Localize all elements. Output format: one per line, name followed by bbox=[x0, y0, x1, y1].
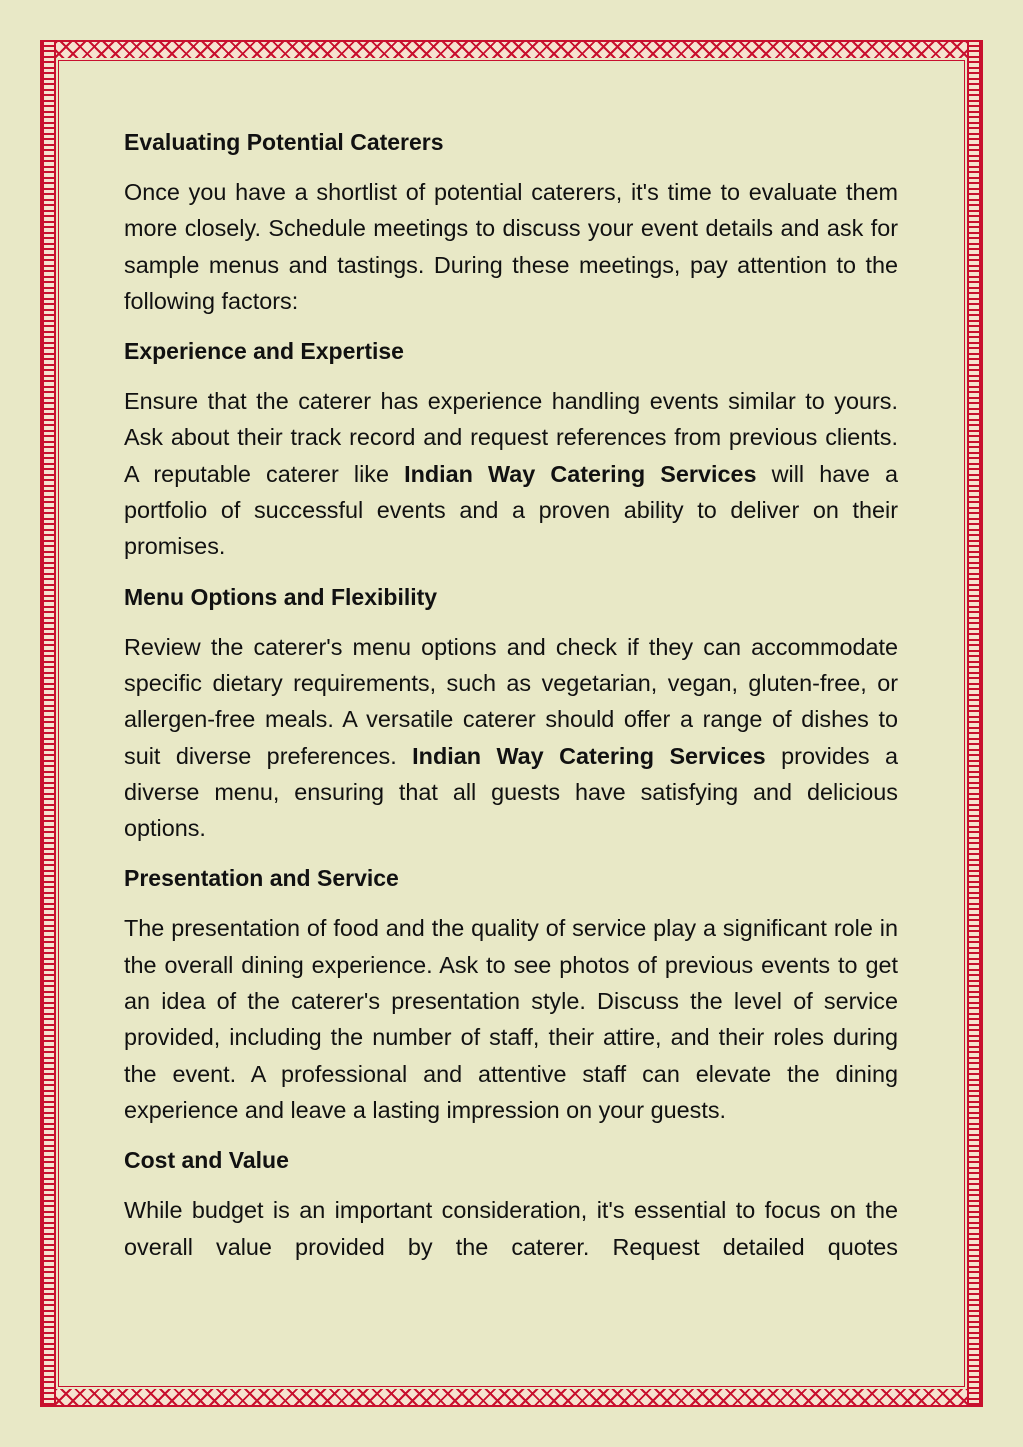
border-pattern-left bbox=[42, 42, 56, 1405]
section-body bbox=[124, 629, 898, 847]
border-pattern-bottom bbox=[42, 1389, 981, 1405]
section-heading: Menu Options and Flexibility bbox=[124, 583, 438, 610]
section-heading: Evaluating Potential Caterers bbox=[124, 129, 444, 155]
border-pattern-right bbox=[967, 42, 981, 1405]
body-text: will have a portfolio of successful events and a proven ability to deliver on their promises. bbox=[124, 460, 898, 560]
section-heading: Cost and Value bbox=[124, 1147, 289, 1174]
section-body: While budget is an important consideration, it's essential to focus on the overall value provided by the caterer. Request detailed quotes bbox=[124, 1197, 898, 1260]
company-name: Indian Way Catering Services bbox=[412, 742, 766, 769]
border-pattern-top bbox=[42, 42, 981, 58]
body-text: Review the caterer's menu options and check if they can accommodate specific dietary requirements, such as vegetarian, vegan, gluten-free, or allergen-free meals. A versatile caterer should offer a range of dishes to suit diverse preferences. bbox=[124, 633, 898, 769]
company-name: Indian Way Catering Services bbox=[404, 460, 757, 487]
page-content bbox=[124, 124, 898, 1279]
body-text: Ensure that the caterer has experience handling events similar to yours. Ask about their track record and request references from previous clients. A reputable caterer like bbox=[124, 388, 898, 487]
section-heading: Presentation and Service bbox=[124, 865, 399, 892]
section-body: The presentation of food and the quality of service play a significant role in the overall dining experience. Ask to see photos of previous events to get an idea of the caterer's presentation style. Discuss the level of service provided, including the number of staff, their attire, and their roles during the event. A professional and attentive staff can elevate the dining experience and leave a lasting impression on your guests. bbox=[124, 915, 898, 1123]
section-body bbox=[124, 383, 898, 564]
section-heading: Experience and Expertise bbox=[124, 338, 404, 365]
section-body: Once you have a shortlist of potential caterers, it's time to evaluate them more closely. Schedule meetings to discuss your event details and ask for sample menus and tastings. During these meetings, pay attention to the following factors: bbox=[124, 179, 898, 314]
body-text: provides a diverse menu, ensuring that all guests have satisfying and delicious options. bbox=[124, 742, 899, 842]
